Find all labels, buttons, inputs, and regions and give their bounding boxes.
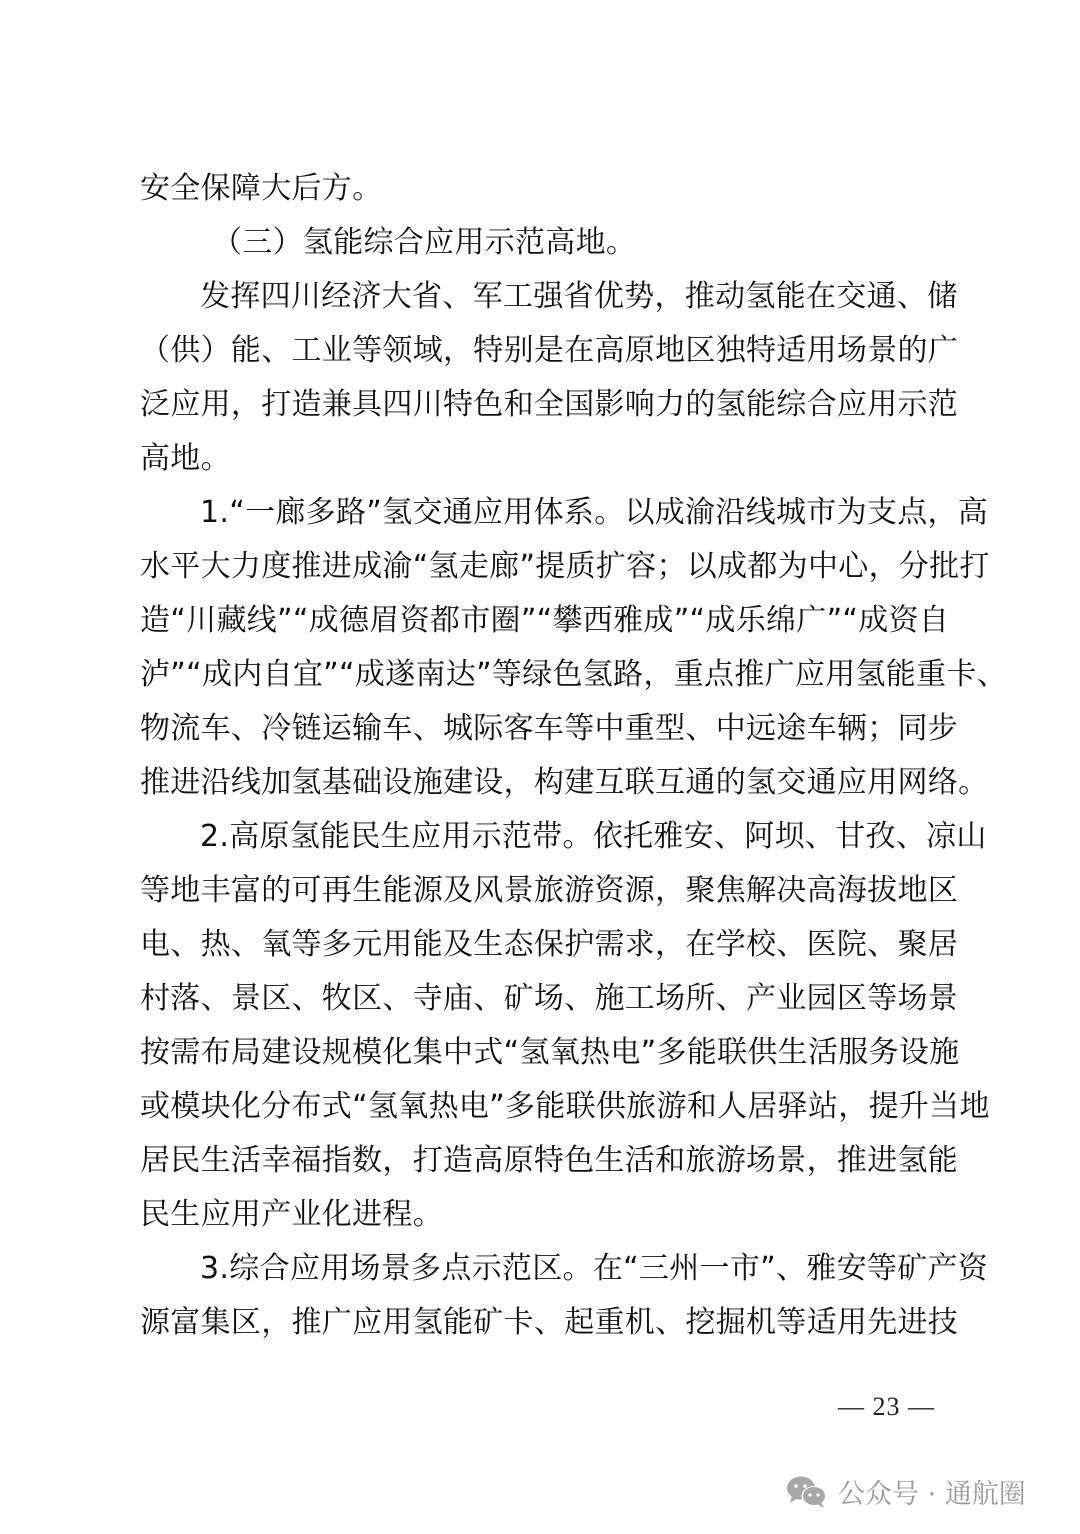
text-line: 或模块化分布式“氢氧热电”多能联供旅游和人居驿站，提升当地 (140, 1089, 990, 1124)
watermark-text: 公众号 · 通航圈 (838, 1479, 1026, 1510)
page-number: — 23 — (838, 1392, 935, 1421)
text-line: 等地丰富的可再生能源及风景旅游资源，聚焦解决高海拔地区 (140, 873, 959, 908)
subsection-line: 1.“一廊多路”氢交通应用体系。以成渝沿线城市为支点，高 (200, 495, 989, 530)
subsection-line: 2.高原氢能民生应用示范带。依托雅安、阿坝、甘孜、凉山 (200, 819, 987, 854)
text-line: 源富集区，推广应用氢能矿卡、起重机、挖掘机等适用先进技 (140, 1305, 959, 1340)
text-line: 泸”“成内自宜”“成遂南达”等绿色氢路，重点推广应用氢能重卡、 (140, 657, 1008, 692)
watermark (786, 1472, 1026, 1511)
text-line: 安全保障大后方。 (140, 171, 383, 206)
text-line: 造“川藏线”“成德眉资都市圈”“攀西雅成”“成乐绵广”“成资自 (140, 603, 950, 638)
text-line: 电、热、氧等多元用能及生态保护需求，在学校、医院、聚居 (140, 927, 959, 962)
wechat-icon (786, 1475, 828, 1509)
text-line: 居民生活幸福指数，打造高原特色生活和旅游场景，推进氢能 (140, 1143, 959, 1178)
text-line: 按需布局建设规模化集中式“氢氧热电”多能联供生活服务设施 (140, 1035, 960, 1070)
text-line: 水平大力度推进成渝“氢走廊”提质扩容；以成都为中心，分批打 (140, 549, 990, 584)
text-line: 推进沿线加氢基础设施建设，构建互联互通的氢交通应用网络。 (140, 765, 989, 800)
text-line: 民生应用产业化进程。 (140, 1197, 443, 1232)
subsection-line: 3.综合应用场景多点示范区。在“三州一市”、雅安等矿产资 (200, 1251, 989, 1286)
section-heading: （三）氢能综合应用示范高地。 (212, 225, 637, 260)
document-body (140, 162, 1008, 1350)
text-line: 泛应用，打造兼具四川特色和全国影响力的氢能综合应用示范 (140, 387, 959, 422)
text-line: 物流车、冷链运输车、城际客车等中重型、中远途车辆；同步 (140, 711, 959, 746)
text-line: （供）能、工业等领域，特别是在高原地区独特适用场景的广 (140, 333, 959, 368)
text-line: 村落、景区、牧区、寺庙、矿场、施工场所、产业园区等场景 (140, 981, 959, 1016)
text-line: 高地。 (140, 441, 231, 476)
text-line: 发挥四川经济大省、军工强省优势，推动氢能在交通、储 (200, 279, 958, 314)
